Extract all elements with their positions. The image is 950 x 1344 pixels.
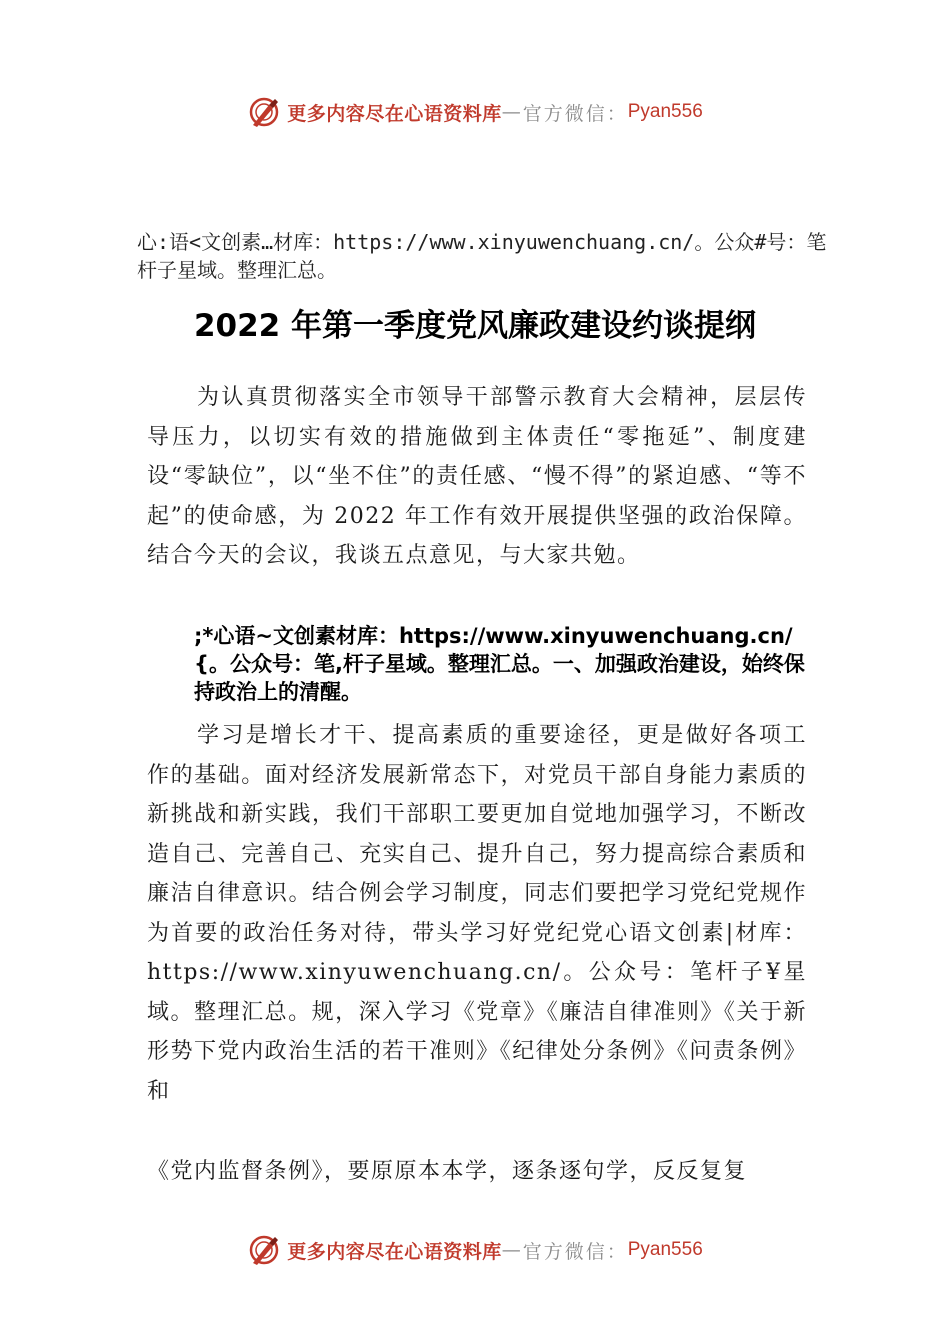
pen-logo-icon: [247, 1233, 281, 1267]
continued-line: 《党内监督条例》，要原原本本学，逐条逐句学，反反复复: [147, 1159, 748, 1184]
intro-paragraph: 为认真贯彻落实全市领导干部警示教育大会精神，层层传导压力，以切实有效的措施做到主体责任“零拖延”、制度建设“零缺位”，以“坐不住”的责任感、“慢不得”的紧迫感、“等不起”的使命感，为 2022 年工作有效开展提供坚强的政治保障。结合今天的会议，我谈五点意见，与大家共勉。: [147, 385, 807, 568]
pen-logo-icon: [247, 95, 281, 129]
banner-wechat-id: Pyan556: [627, 1239, 703, 1260]
body-paragraph: 学习是增长才干、提高素质的重要途径，更是做好各项工作的基础。面对经济发展新常态下，对党员干部自身能力素质的新挑战和新实践，我们干部职工要更加自觉地加强学习，不断改造自己、完善自己、充实自己、提升自己，努力提高综合素质和廉洁自律意识。结合例会学习制度，同志们要把学习党纪党规作为首要的政治任务对待，带头学习好党纪党心语文创素|材库：https://www.xinyuwenchuang.cn/。公众号：笔杆子¥星域。整理汇总。规，深入学习《党章》《廉洁自律准则》《关于新形势下党内政治生活的若干准则》《纪律处分条例》《问责条例》和: [147, 723, 807, 1104]
section-heading-note: ;*心语~文创素材库：https://www.xinyuwenchuang.cn/{。公众号：笔,杆子星域。整理汇总。一、加强政治建设，始终保持政治上的清醒。: [194, 624, 805, 704]
banner-dash: —: [501, 1239, 523, 1261]
banner-dash: —: [501, 101, 523, 123]
banner-wechat-id: Pyan556: [627, 101, 703, 122]
source-note: 心:语<文创素…材库：https://www.xinyuwenchuang.cn/。公众#号：笔杆子星域。整理汇总。: [137, 230, 827, 282]
banner-site-name: 更多内容尽在心语资料库: [287, 1240, 502, 1263]
banner-site-name: 更多内容尽在心语资料库: [287, 102, 502, 125]
banner-wechat-label: 官方微信：: [522, 102, 628, 125]
banner-wechat-label: 官方微信：: [522, 1240, 628, 1263]
header-banner: [0, 92, 950, 132]
footer-banner: [0, 1230, 950, 1270]
document-title: 2022 年第一季度党风廉政建设约谈提纲: [193, 308, 757, 344]
